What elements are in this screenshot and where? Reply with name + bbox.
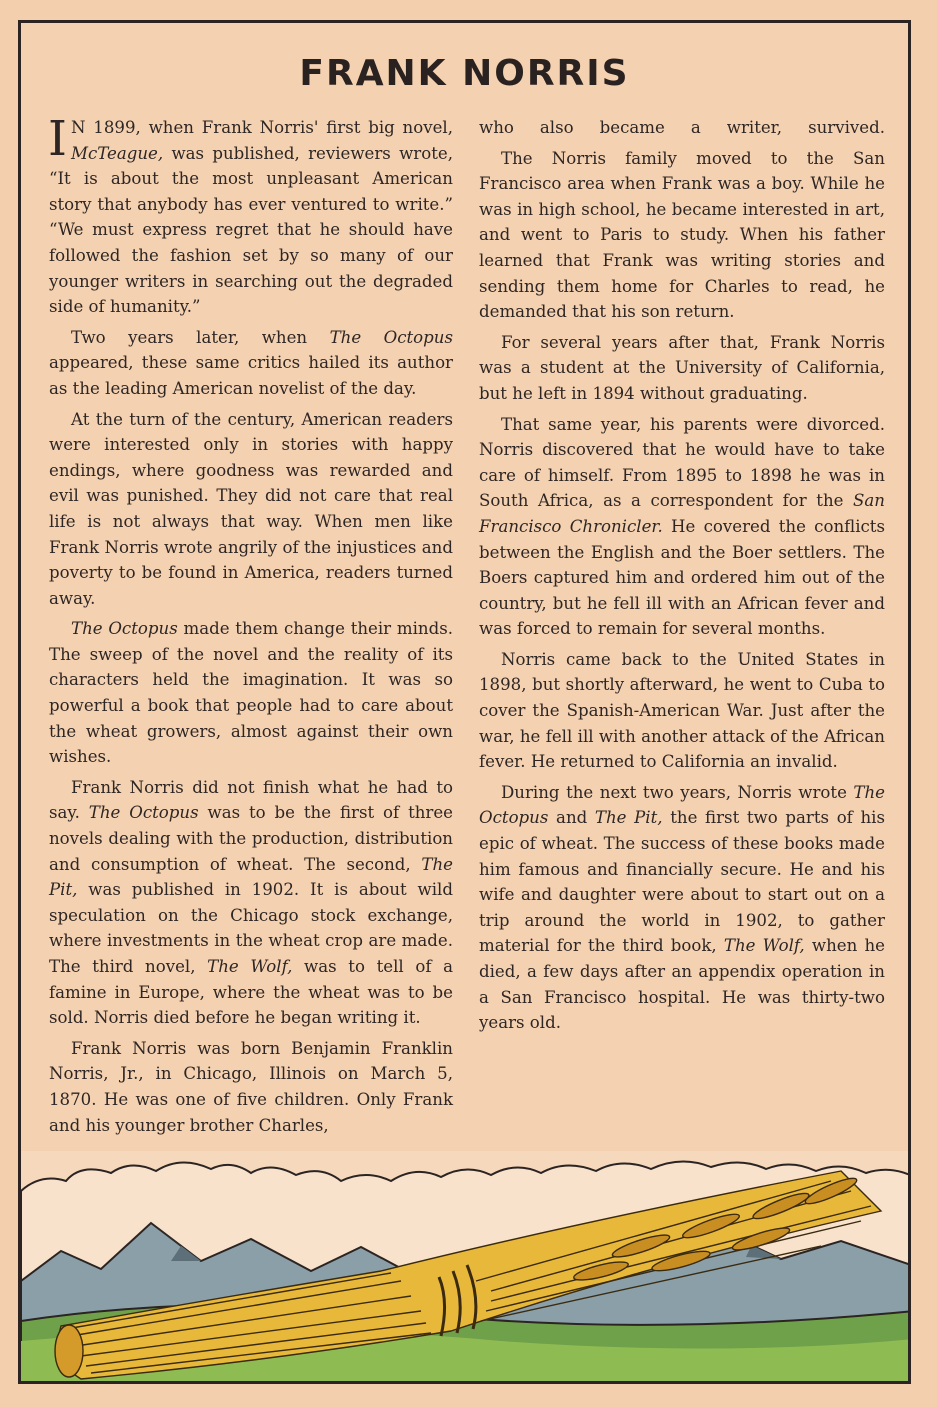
left-column [48,111,454,1143]
italic-title: McTeague, [70,143,164,163]
text-run: made them change their minds. The sweep of the novel and the reality of its characters held the imagination. It was so powerful a book that people had to care about the wheat growers, almost against their own wishes. [49,619,454,767]
text-run: who also became a writer, survived. [479,118,885,137]
italic-title: The Octopus [329,327,453,347]
paragraph [49,407,453,612]
paragraph [48,111,453,320]
italic-title: The Pit, [594,808,663,828]
italic-title: The Octopus [71,619,178,639]
text-run: was published in 1902. It is about wild speculation on the Chicago stock exchange, where investments in the wheat crop are made. The third novel, [49,880,453,976]
paragraph [49,325,453,402]
text-run: Frank Norris did not finish what he had to say. [49,777,453,823]
text-run: At the turn of the century, American readers were interested only in stories with happy endings, where goodness was rewarded and evil was punished. They did not care that real life is not always that way. When men like Frank Norris wrote angrily of the injustices and poverty to be found in America, readers turned away. [49,409,453,608]
paragraph [49,775,453,1031]
drop-cap: I [48,111,67,167]
paragraph-continued [479,115,885,141]
italic-title: The Octopus [88,803,199,823]
right-column [479,115,885,1041]
text-run: when he died, a few days after an appendix operation in a San Francisco hospital. He was thirty-two years old. [479,936,885,1033]
text-run: That same year, his parents were divorced. Norris discovered that he would have to take care of himself. From 1895 to 1898 he was in South Africa, as a correspondent for the [479,414,885,511]
italic-title: The Octopus [479,782,885,828]
text-run: was to tell of a famine in Europe, where the wheat was to be sold. Norris died before he began writing it. [49,957,453,1028]
italic-title: The Wolf, [207,957,293,976]
paragraph [49,1036,453,1138]
article-frame [18,20,911,1384]
text-run: appeared, these same critics hailed its author as the leading American novelist of the day. [49,353,453,398]
text-run: Frank Norris was born Benjamin Franklin Norris, Jr., in Chicago, Illinois on March 5, 1870. He was one of five children. Only Frank and his younger brother Charles, [49,1038,453,1135]
text-run: Two years later, when [71,327,330,347]
paragraph-text [48,111,453,317]
text-run: and [548,808,595,828]
paragraph [479,146,885,325]
italic-title: The Pit, [49,854,453,900]
text-run: For several years after that, Frank Norris was a student at the University of California, but he left in 1894 without graduating. [479,332,885,403]
text-run: The Norris family moved to the San Francisco area when Frank was a boy. While he was in high school, he became interested in art, and went to Paris to study. When his father learned that Frank was writing stories and sending them home for Charles to read, he demanded that his son return. [479,148,885,322]
paragraph [479,330,885,407]
paragraph [479,647,885,775]
italic-title: San Francisco Chronicler. [479,491,885,536]
text-run: the first two parts of his epic of wheat. The success of these books made him famous and financially secure. He and his wife and daughter were about to start out on a trip around the world in 1902, to gather material for the third book, [479,808,885,956]
text-run: N 1899, when Frank Norris' first big novel, [70,118,453,137]
text-run: During the next two years, Norris wrote [501,782,854,802]
paragraph [479,780,885,1036]
wheat-sheaf-illustration [21,1151,911,1384]
paragraph [479,412,885,642]
text-run: was to be the first of three novels dealing with the production, distribution and consumption of wheat. The second, [49,803,453,874]
text-run: He covered the conflicts between the English and the Boer settlers. The Boers captured him and ordered him out of the country, but he fell ill with an African fever and was forced to remain for several months. [479,516,885,639]
paragraph [49,616,453,770]
text-run: was published, reviewers wrote, “It is about the most unpleasant American story that anybody has ever ventured to write.” “We must express regret that he should have followed the fashion set by so many of our younger writers in searching out the degraded side of humanity.” [49,143,453,317]
text-run: Norris came back to the United States in 1898, but shortly afterward, he went to Cuba to cover the Spanish-American War. Just after the war, he fell ill with another attack of the African fever. He returned to California an invalid. [479,649,885,772]
italic-title: The Wolf, [723,936,805,956]
page-title: FRANK NORRIS [299,53,630,94]
